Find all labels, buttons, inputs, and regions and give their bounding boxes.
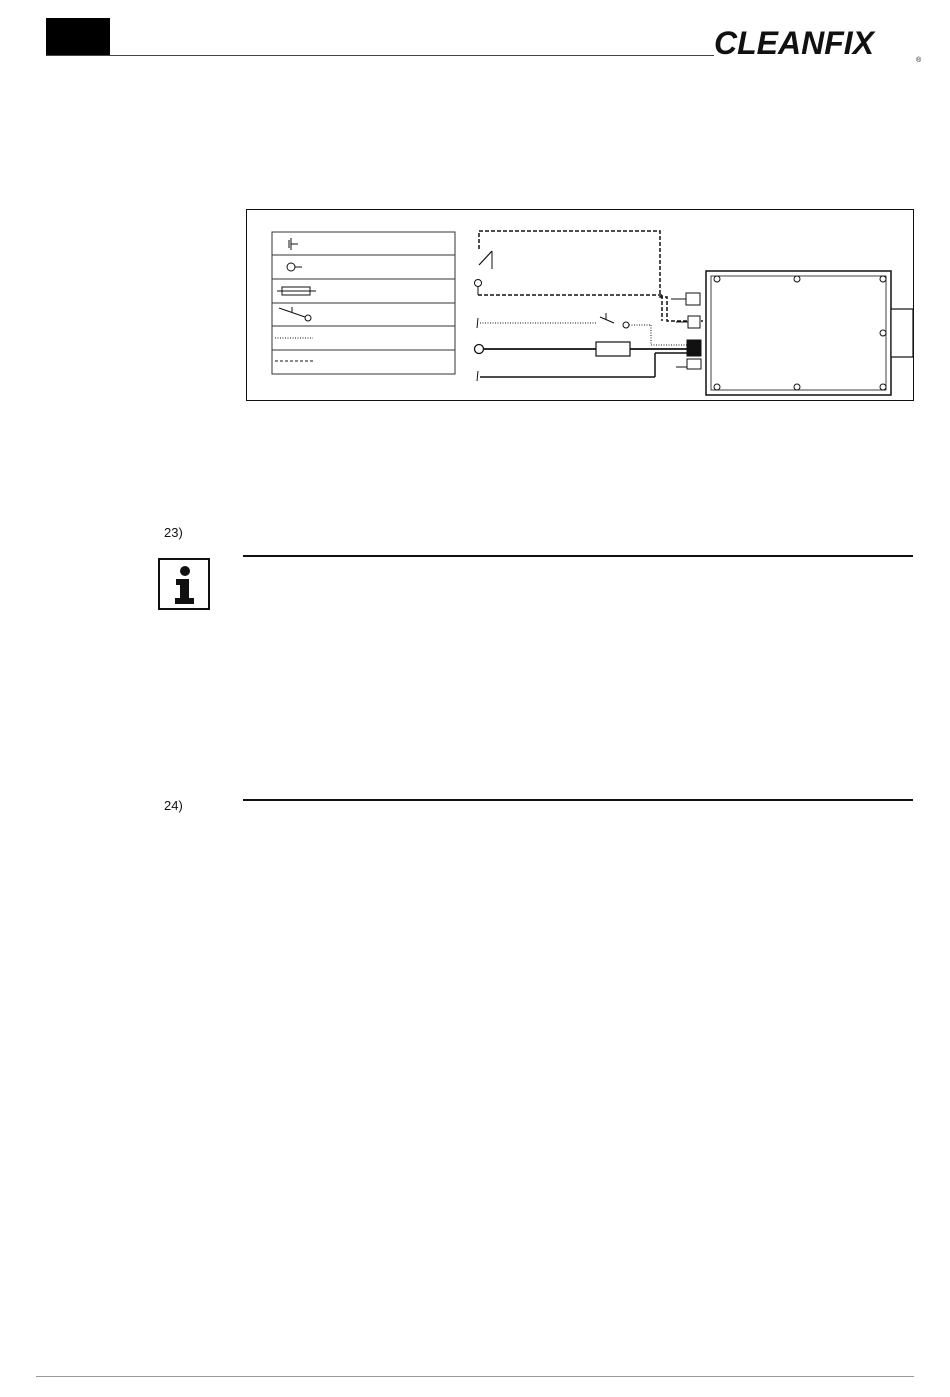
header-rule (46, 55, 714, 56)
page-tab-marker (46, 18, 110, 56)
footer-rule (36, 1376, 914, 1377)
control-box (706, 271, 913, 395)
step-23-rule (243, 555, 913, 557)
info-icon (158, 558, 210, 610)
cleanfix-logo (712, 18, 924, 68)
wiring-diagram (246, 209, 914, 401)
registered-mark: ® (916, 57, 922, 64)
step-number-23: 23) (164, 525, 183, 540)
logo-text: CLEANFIX (714, 25, 874, 61)
step-number-24: 24) (164, 798, 183, 813)
step-24-rule (243, 799, 913, 801)
